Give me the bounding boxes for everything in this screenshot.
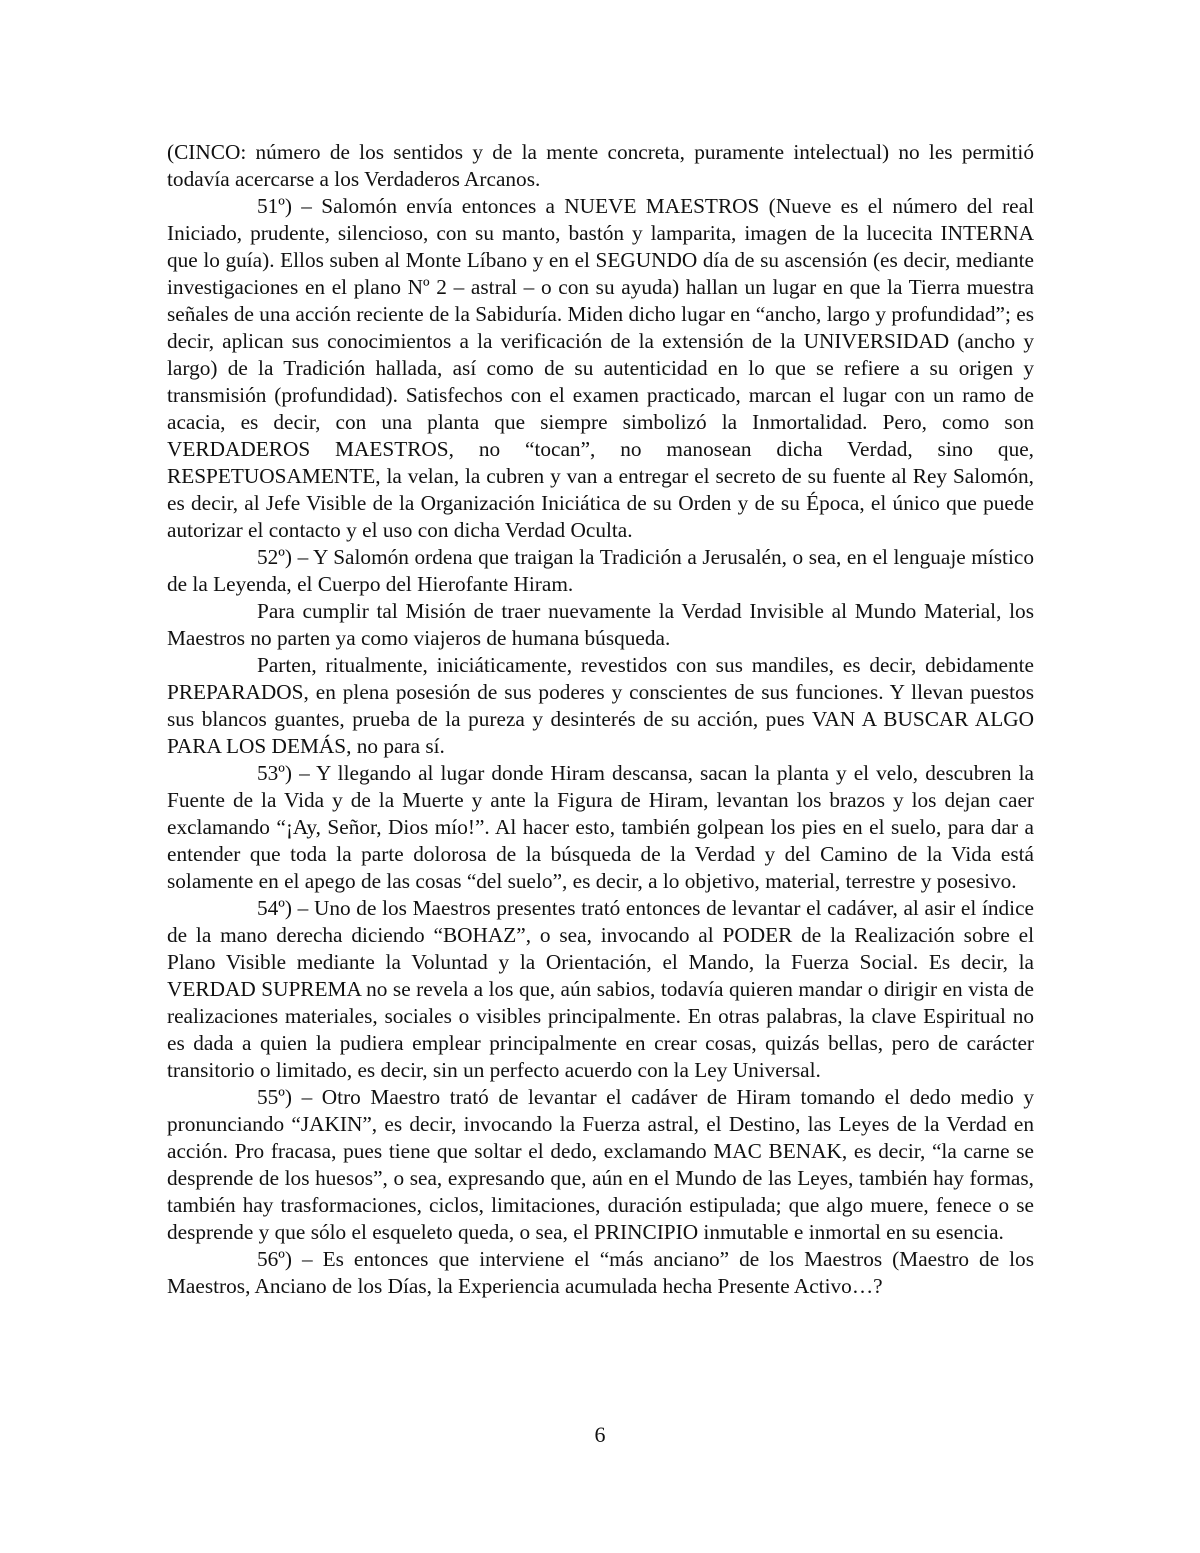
paragraph-54: 54º) – Uno de los Maestros presentes trató entonces de levantar el cadáver, al asir el índice de la mano derecha diciendo “BOHAZ”, o sea, invocando al PODER de la Realización sobre el Plano Visible mediante la Voluntad y la Orientación, el Mando, la Fuerza Social. Es decir, la VERDAD SUPREMA no se revela a los que, aún sabios, todavía quieren mandar o dirigir en vista de realizaciones materiales, sociales o visibles principalmente. En otras palabras, la clave Espiritual no es dada a quien la pudiera emplear principalmente en crear cosas, quizás bellas, pero de carácter transitorio o limitado, es decir, sin un perfecto acuerdo con la Ley Universal. [167,896,1034,1082]
document-body [167,139,1034,1300]
paragraph-55: 55º) – Otro Maestro trató de levantar el cadáver de Hiram tomando el dedo medio y pronunciando “JAKIN”, es decir, invocando la Fuerza astral, el Destino, las Leyes de la Verdad en acción. Pro fracasa, pues tiene que soltar el dedo, exclamando MAC BENAK, es decir, “la carne se desprende de los huesos”, o sea, expresando que, aún en el Mundo de las Leyes, también hay formas, también hay trasformaciones, ciclos, limitaciones, duración estipulada; que algo muere, fenece o se desprende y que sólo el esqueleto queda, o sea, el PRINCIPIO inmutable e inmortal en su esencia. [167,1085,1034,1244]
page-number: 6 [594,1422,606,1447]
paragraph-52: 52º) – Y Salomón ordena que traigan la Tradición a Jerusalén, o sea, en el lenguaje místico de la Leyenda, el Cuerpo del Hierofante Hiram. [167,545,1034,596]
paragraph-mision: Para cumplir tal Misión de traer nuevamente la Verdad Invisible al Mundo Material, los Maestros no parten ya como viajeros de humana búsqueda. [167,599,1034,650]
paragraph-continuation: (CINCO: número de los sentidos y de la mente concreta, puramente intelectual) no les permitió todavía acercarse a los Verdaderos Arcanos. [167,140,1034,191]
paragraph-53: 53º) – Y llegando al lugar donde Hiram descansa, sacan la planta y el velo, descubren la Fuente de la Vida y de la Muerte y ante la Figura de Hiram, levantan los brazos y los dejan caer exclamando “¡Ay, Señor, Dios mío!”. Al hacer esto, también golpean los pies en el suelo, para dar a entender que toda la parte dolorosa de la búsqueda de la Verdad y del Camino de la Vida está solamente en el apego de las cosas “del suelo”, es decir, a lo objetivo, material, terrestre y posesivo. [167,761,1034,893]
paragraph-51: 51º) – Salomón envía entonces a NUEVE MAESTROS (Nueve es el número del real Iniciado, prudente, silencioso, con su manto, bastón y lamparita, imagen de la lucecita INTERNA que lo guía). Ellos suben al Monte Líbano y en el SEGUNDO día de su ascensión (es decir, mediante investigaciones en el plano Nº 2 – astral – o con su ayuda) hallan un lugar en que la Tierra muestra señales de una acción reciente de la Sabiduría. Miden dicho lugar en “ancho, largo y profundidad”; es decir, aplican sus conocimientos a la verificación de la extensión de la UNIVERSIDAD (ancho y largo) de la Tradición hallada, así como de su autenticidad en lo que se refiere a su origen y transmisión (profundidad). Satisfechos con el examen practicado, marcan el lugar con un ramo de acacia, es decir, con una planta que siempre simbolizó la Inmortalidad. Pero, como son VERDADEROS MAESTROS, no “tocan”, no manosean dicha Verdad, sino que, RESPETUOSAMENTE, la velan, la cubren y van a entregar el secreto de su fuente al Rey Salomón, es decir, al Jefe Visible de la Organización Iniciática de su Orden y de su Época, el único que puede autorizar el contacto y el uso con dicha Verdad Oculta. [167,194,1034,542]
paragraph-56: 56º) – Es entonces que interviene el “más anciano” de los Maestros (Maestro de los Maestros, Anciano de los Días, la Experiencia acumulada hecha Presente Activo…? [167,1247,1034,1298]
paragraph-parten: Parten, ritualmente, iniciáticamente, revestidos con sus mandiles, es decir, debidamente PREPARADOS, en plena posesión de sus poderes y conscientes de sus funciones. Y llevan puestos sus blancos guantes, prueba de la pureza y desinterés de su acción, pues VAN A BUSCAR ALGO PARA LOS DEMÁS, no para sí. [167,653,1034,758]
